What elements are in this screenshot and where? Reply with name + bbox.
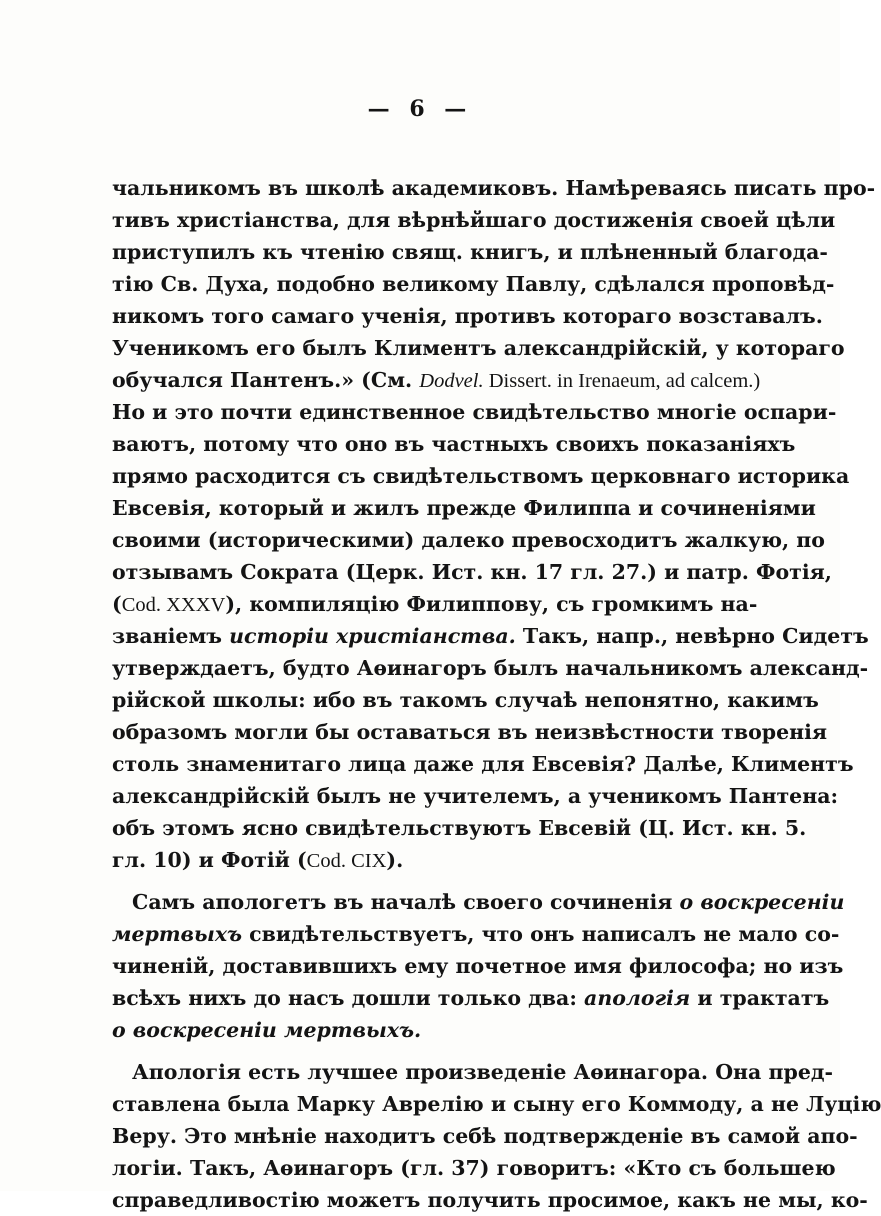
text-line: утверждаетъ, будто Аѳинагоръ былъ начальникомъ александ- [112,656,869,680]
text-line: ваютъ, потому что оно въ частныхъ своихъ показаніяхъ [112,432,796,456]
text-line: Но и это почти единственное свидѣтельство многіе оспари- [112,400,837,424]
text-line [112,918,840,950]
text-line [112,620,869,652]
text-line: ставлена была Марку Аврелію и сыну его Коммоду, а не Луцію [112,1092,881,1116]
text-line: прямо расходится съ свидѣтельствомъ церковнаго историка [112,464,850,488]
text-line: отзывамъ Сократа (Церк. Ист. кн. 17 гл. 27.) и патр. Фотія, [112,560,832,584]
italic-run: о воскресеніи [679,890,845,914]
text-line: приступилъ къ чтенію свящ. книгъ, и плѣненный благода- [112,240,828,264]
text-line: александрійскій былъ не учителемъ, а ученикомъ Пантена: [112,784,839,808]
text-line: чальникомъ въ школѣ академиковъ. Намѣреваясь писать про- [112,176,876,200]
text-line: логіи. Такъ, Аѳинагоръ (гл. 37) говоритъ: «Кто съ большею [112,1156,836,1180]
text-run: ). [386,848,404,872]
latin-run: Cod. XXXV [121,594,226,616]
text-line [112,982,830,1014]
text-line: рійской школы: ибо въ такомъ случаѣ непонятно, какимъ [112,688,819,712]
text-line [112,844,702,876]
italic-run: исторіи христіанства. [229,624,516,648]
latin-run: Dissert. in Irenaeum, ad calcem.) [483,370,761,392]
text-line: образомъ могли бы оставаться въ неизвѣстности творенія [112,720,828,744]
text-line: тію Св. Духа, подобно великому Павлу, сдѣлался проповѣд- [112,272,835,296]
text-line [112,364,761,396]
page-number: — 6 — [367,96,473,122]
text-line [132,886,845,918]
text-run: ), компиляцію Филиппову, съ громкимъ на- [225,592,758,616]
text-run: и трактатъ [690,986,830,1010]
italic-run: мертвыхъ [112,922,243,946]
text-line: тивъ христіанства, для вѣрнѣйшаго достиженія своей цѣли [112,208,836,232]
italic-run: апологія [584,986,691,1010]
text-line: Веру. Это мнѣніе находитъ себѣ подтвержденіе въ самой апо- [112,1124,858,1148]
text-line [112,1014,702,1046]
text-line: Апологія есть лучшее произведеніе Аѳинагора. Она пред- [132,1060,834,1084]
text-run: всѣхъ нихъ до насъ дошли только два: [112,986,585,1010]
latin-italic-run: Dodvel. [419,370,484,392]
text-line: Ученикомъ его былъ Климентъ александрійскій, у котораго [112,336,845,360]
italic-run: о воскресеніи мертвыхъ. [112,1018,422,1042]
latin-run: Cod. CIX [306,850,387,872]
text-line: никомъ того самаго ученія, противъ котораго возставалъ. [112,304,823,328]
text-run: обучался Пантенъ.» (См. [112,368,420,392]
text-run: Самъ апологетъ въ началѣ своего сочиненія [132,890,680,914]
text-line: чиненій, доставившихъ ему почетное имя философа; но изъ [112,954,844,978]
text-line [112,588,758,620]
text-run: гл. 10) и Фотій ( [112,848,307,872]
text-line: своими (историческими) далеко превосходитъ жалкую, по [112,528,825,552]
text-run: ( [112,592,122,616]
text-line: объ этомъ ясно свидѣтельствуютъ Евсевій (Ц. Ист. кн. 5. [112,816,807,840]
text-run: званіемъ [112,624,230,648]
text-run: свидѣтельствуетъ, что онъ написалъ не мало со- [242,922,840,946]
text-line: Евсевія, который и жилъ прежде Филиппа и сочиненіями [112,496,816,520]
text-line: справедливостію можетъ получить просимое, какъ не мы, ко- [112,1188,868,1212]
text-line: столь знаменитаго лица даже для Евсевія? Далѣе, Климентъ [112,752,854,776]
text-run: Такъ, напр., невѣрно Сидетъ [515,624,869,648]
